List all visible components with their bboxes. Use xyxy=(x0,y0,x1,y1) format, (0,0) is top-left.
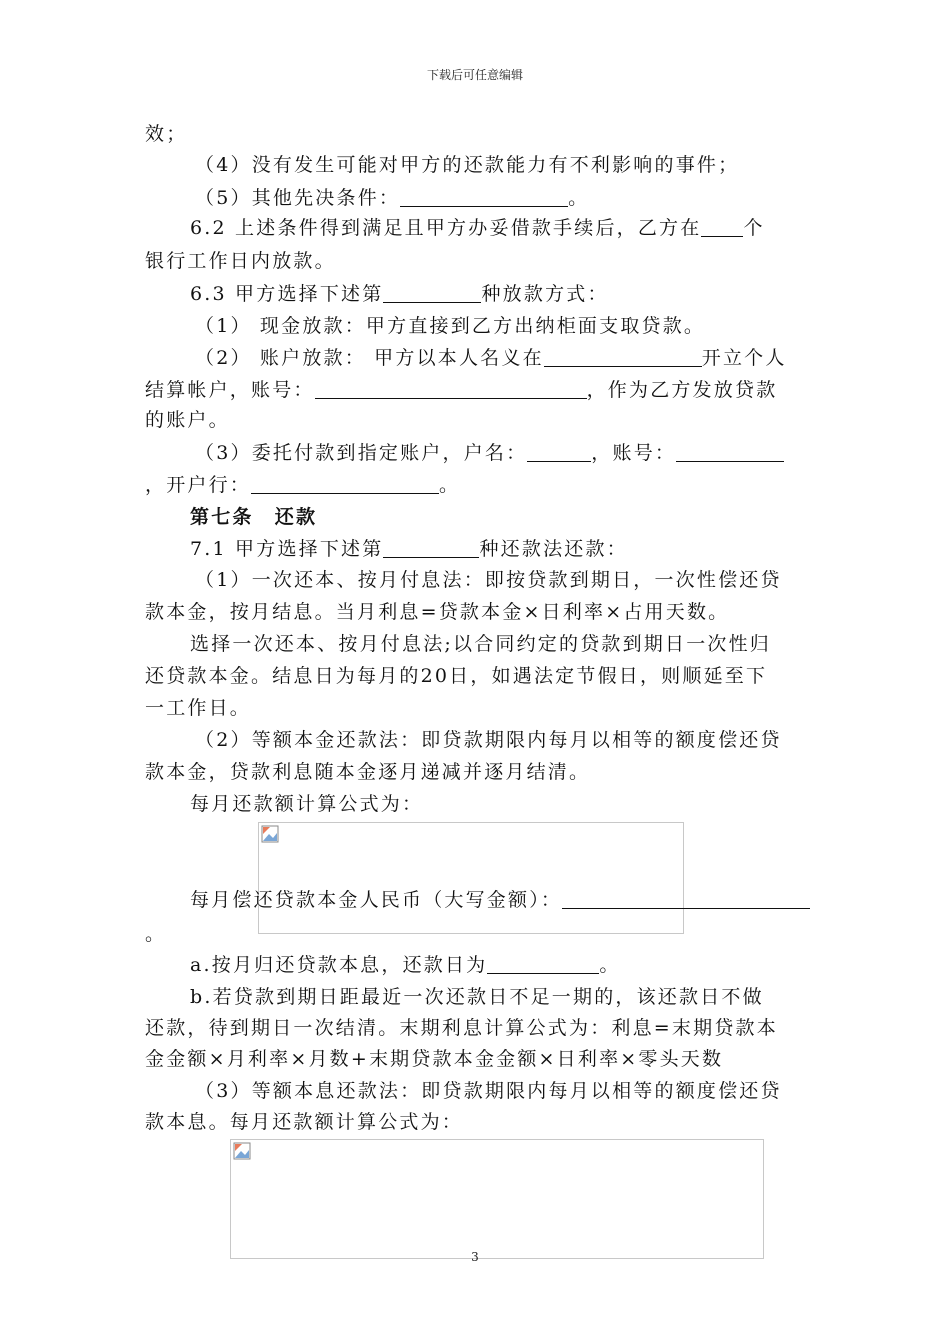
formula-image xyxy=(258,822,684,934)
blank-field[interactable] xyxy=(562,889,810,909)
text-line: 还贷款本金。结息日为每月的20日，如遇法定节假日，则顺延至下 xyxy=(145,665,768,687)
formula-image xyxy=(230,1139,764,1259)
blank-field[interactable] xyxy=(400,187,568,207)
text-line: 效； xyxy=(145,123,188,145)
blank-field[interactable] xyxy=(315,379,587,399)
text-line: 还款，待到期日一次结清。末期利息计算公式为：利息=末期贷款本 xyxy=(145,1017,778,1039)
text-line: （1）一次还本、按月付息法：即按贷款到期日，一次性偿还贷 xyxy=(195,569,782,591)
text-line: （2）等额本金还款法：即贷款期限内每月以相等的额度偿还贷 xyxy=(195,729,782,751)
text-line: （1） 现金放款：甲方直接到乙方出纳柜面支取贷款。 xyxy=(195,315,706,337)
text-line: 7.1 甲方选择下述第 种还款法还款： xyxy=(190,538,628,560)
text-line: 款本息。每月还款额计算公式为： xyxy=(145,1111,464,1133)
text-line: 。 xyxy=(145,923,167,945)
blank-field[interactable] xyxy=(701,217,743,237)
section-heading: 第七条 还款 xyxy=(190,506,318,528)
text-line: （3）委托付款到指定账户，户名： ，账号： xyxy=(195,441,784,465)
text-line: a.按月归还贷款本息，还款日为 。 xyxy=(190,954,621,976)
page-number: 3 xyxy=(471,1250,479,1264)
text-line: 每月偿还贷款本金人民币（大写金额）： xyxy=(190,888,810,912)
page-header: 下载后可任意编辑 xyxy=(426,68,523,82)
text-line: （5）其他先决条件： 。 xyxy=(195,187,590,209)
text-line: 6.3 甲方选择下述第 种放款方式： xyxy=(190,283,609,305)
blank-field[interactable] xyxy=(383,283,481,303)
blank-field[interactable] xyxy=(676,442,784,462)
text-line: 一工作日。 xyxy=(145,697,252,719)
text-line: 结算帐户，账号： ，作为乙方发放贷款 xyxy=(145,379,778,401)
blank-field[interactable] xyxy=(383,538,479,558)
blank-field[interactable] xyxy=(251,474,439,494)
broken-image-icon xyxy=(261,825,279,843)
broken-image-icon xyxy=(233,1142,251,1160)
text-line: 银行工作日内放款。 xyxy=(145,250,336,272)
blank-field[interactable] xyxy=(544,347,702,367)
text-line: ，开户行： 。 xyxy=(145,474,461,496)
text-line: 的账户。 xyxy=(145,409,230,431)
text-line: 金金额×月利率×月数+末期贷款本金金额×日利率×零头天数 xyxy=(145,1048,724,1070)
text-line: （3）等额本息还款法：即贷款期限内每月以相等的额度偿还贷 xyxy=(195,1080,782,1102)
text-line: （4）没有发生可能对甲方的还款能力有不利影响的事件； xyxy=(195,154,740,176)
blank-field[interactable] xyxy=(487,954,599,974)
text-line: 选择一次还本、按月付息法;以合同约定的贷款到期日一次性归 xyxy=(190,633,772,655)
text-line: 6.2 上述条件得到满足且甲方办妥借款手续后，乙方在 个 xyxy=(190,217,765,239)
text-line: b.若贷款到期日距最近一次还款日不足一期的，该还款日不做 xyxy=(190,986,764,1008)
text-line: 款本金，按月结息。当月利息=贷款本金×日利率×占用天数。 xyxy=(145,601,730,623)
text-line: 每月还款额计算公式为： xyxy=(190,793,424,815)
blank-field[interactable] xyxy=(527,442,591,462)
text-line: 款本金，贷款利息随本金逐月递减并逐月结清。 xyxy=(145,761,591,783)
text-line: （2） 账户放款： 甲方以本人名义在 开立个人 xyxy=(195,347,787,369)
